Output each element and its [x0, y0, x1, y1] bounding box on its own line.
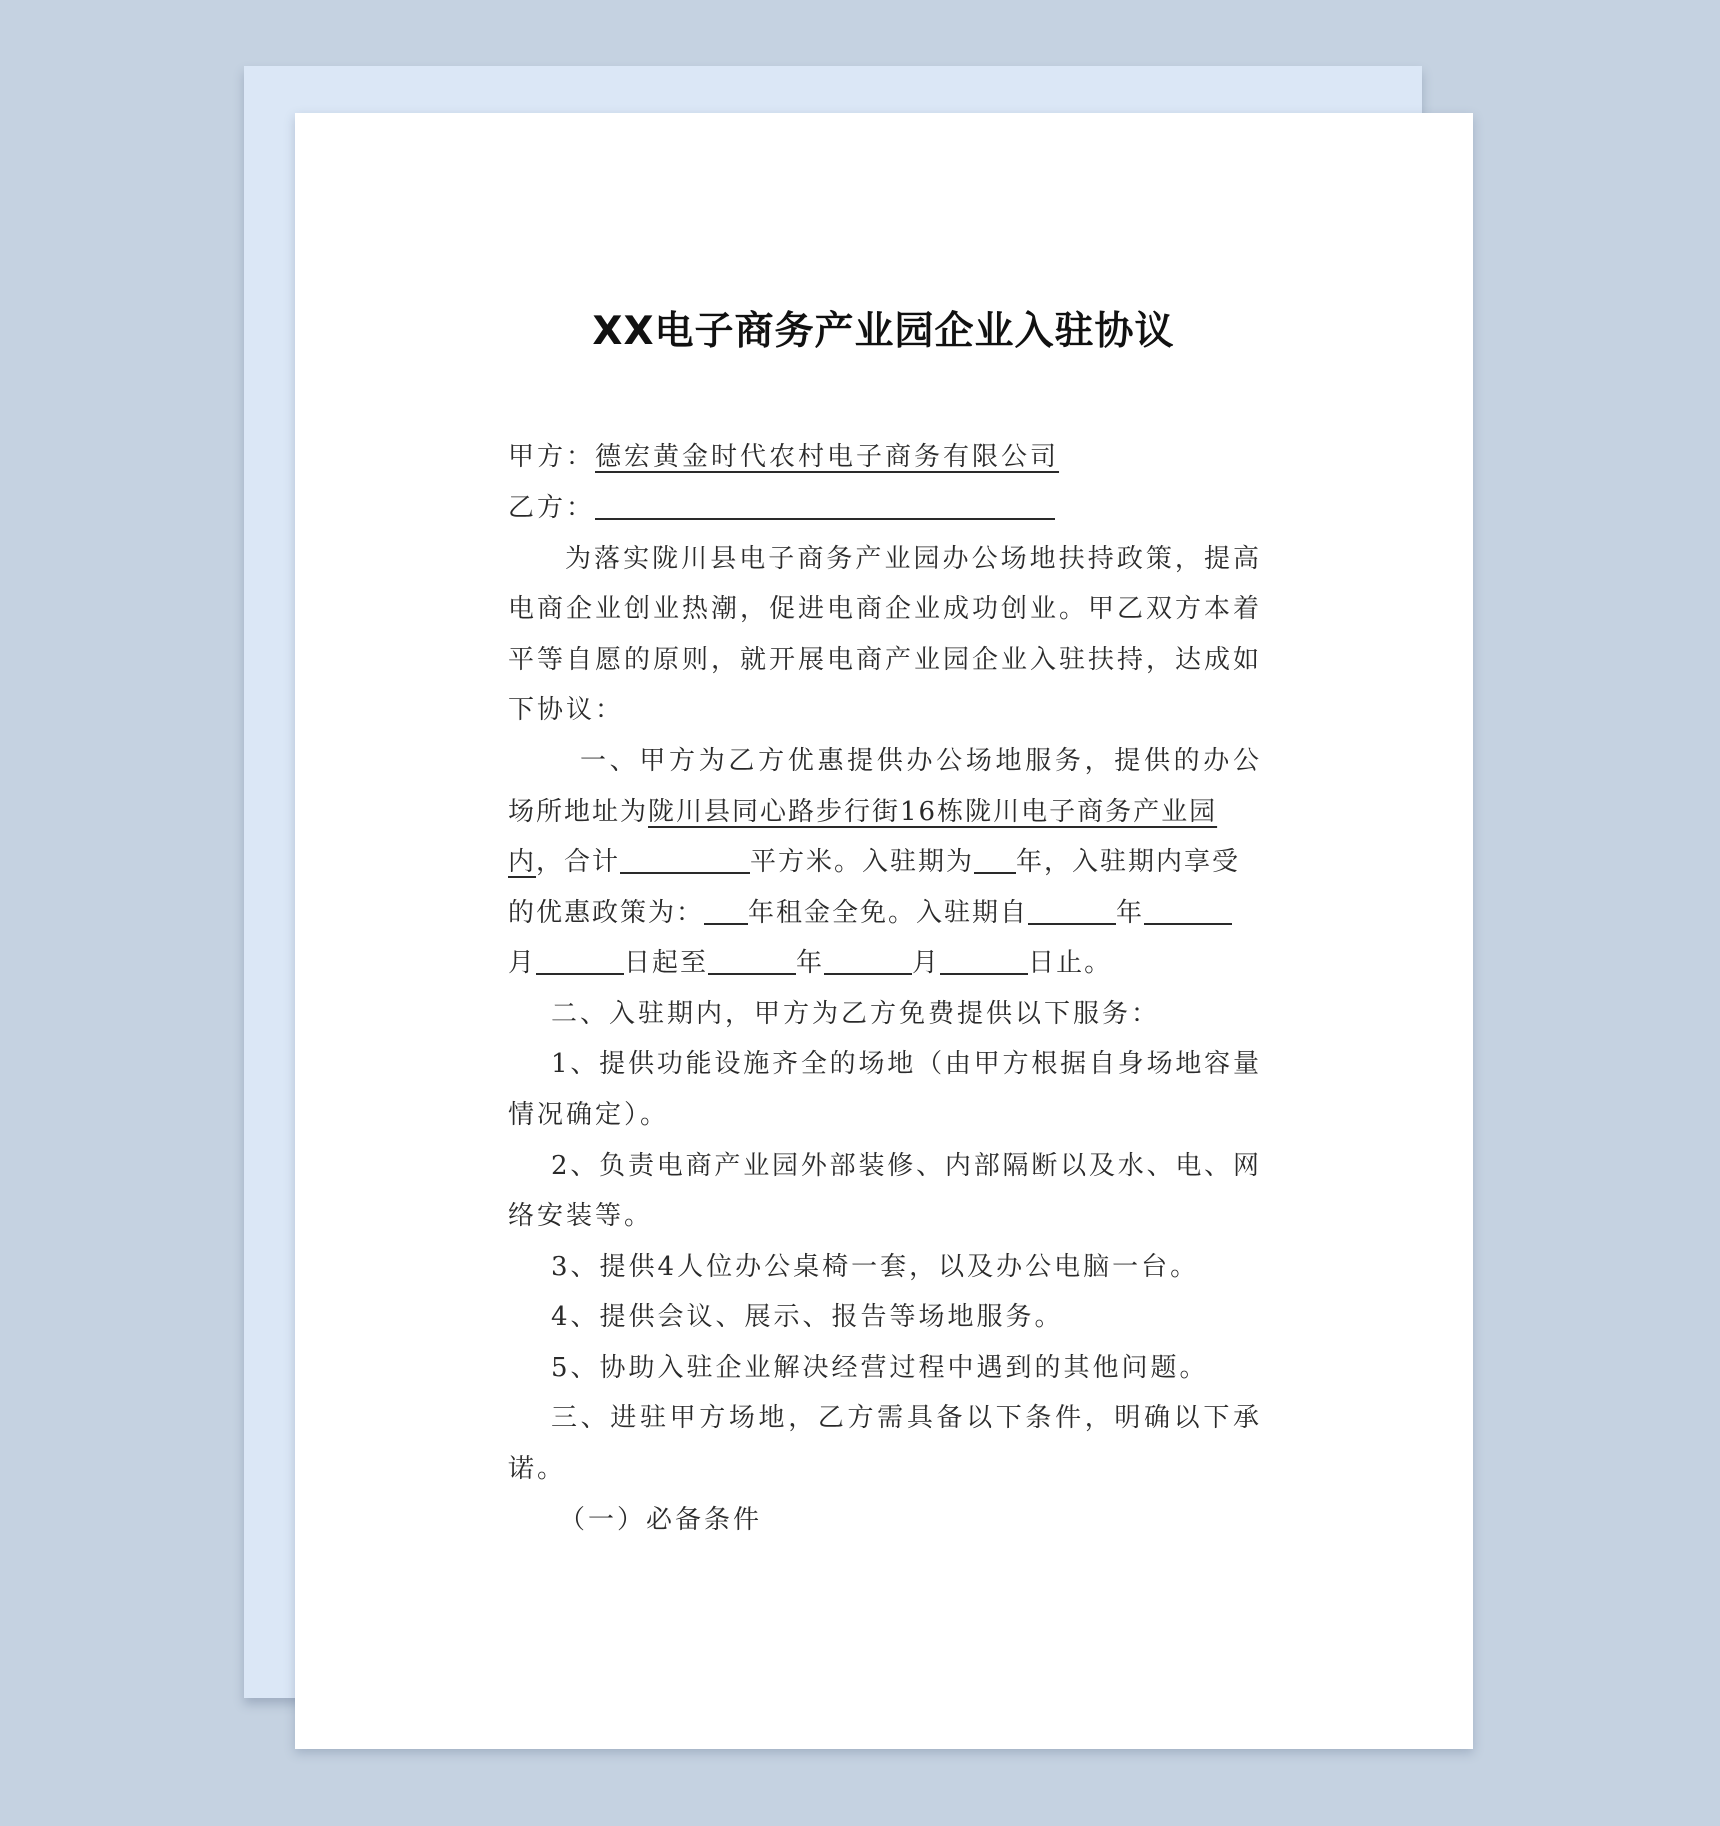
start-month-blank — [1144, 893, 1232, 925]
party-a-line — [508, 437, 1059, 477]
party-a-label: 甲方： — [508, 442, 596, 472]
end-year-label: 年 — [796, 948, 825, 978]
clause1-line-4 — [508, 893, 1232, 933]
party-b-blank — [595, 488, 1055, 520]
intro-line-1: 为落实陇川县电子商务产业园办公场地扶持政策，提高 — [565, 544, 1259, 574]
end-month-blank — [824, 943, 912, 975]
party-b-line — [508, 488, 1055, 528]
benefit-label: 年，入驻期内享受 — [1016, 847, 1241, 877]
document-title: XX电子商务产业园企业入驻协议 — [592, 309, 1175, 354]
rent-free-text: 年租金全免。入驻期自 — [748, 898, 1029, 928]
clause3-line-2: 诺。 — [508, 1454, 567, 1484]
end-day-label: 日止。 — [1028, 948, 1113, 978]
clause1-line-2 — [508, 792, 1217, 832]
office-address-end: 内 — [508, 847, 537, 877]
intro-line-4: 下协议： — [508, 695, 625, 725]
clause2-item3: 3、提供4人位办公桌椅一套，以及办公电脑一台。 — [551, 1252, 1200, 1282]
end-month-label: 月 — [912, 948, 941, 978]
clause2-item5: 5、协助入驻企业解决经营过程中遇到的其他问题。 — [551, 1353, 1209, 1383]
clause2-item4: 4、提供会议、展示、报告等场地服务。 — [551, 1302, 1064, 1332]
term-years-blank — [974, 842, 1016, 874]
total-label: ，合计 — [536, 847, 621, 877]
intro-line-3: 平等自愿的原则，就开展电商产业园企业入驻扶持，达成如 — [508, 645, 1259, 675]
policy-label: 的优惠政策为： — [508, 898, 705, 928]
office-address: 陇川县同心路步行街16栋陇川电子商务产业园 — [648, 797, 1218, 827]
area-blank — [620, 842, 750, 874]
month-label: 月 — [508, 948, 537, 978]
clause1-line-1: 一、甲方为乙方优惠提供办公场地服务，提供的办公 — [580, 746, 1259, 776]
clause1-line-3 — [508, 842, 1240, 882]
clause2-item2-line2: 络安装等。 — [508, 1201, 654, 1231]
end-day-blank — [940, 943, 1028, 975]
end-year-blank — [708, 943, 796, 975]
term-label: 平方米。入驻期为 — [750, 847, 975, 877]
clause3-line-1: 三、进驻甲方场地，乙方需具备以下条件，明确以下承 — [551, 1403, 1259, 1433]
free-years-blank — [704, 893, 748, 925]
start-year-blank — [1028, 893, 1116, 925]
until-label: 日起至 — [624, 948, 709, 978]
intro-line-2: 电商企业创业热潮，促进电商企业成功创业。甲乙双方本着 — [508, 594, 1259, 624]
clause2-item1-line1: 1、提供功能设施齐全的场地（由甲方根据自身场地容量 — [551, 1049, 1259, 1079]
clause2-heading: 二、入驻期内，甲方为乙方免费提供以下服务： — [551, 999, 1161, 1029]
clause3-subheading: （一）必备条件 — [559, 1505, 763, 1535]
address-prefix: 场所地址为 — [508, 797, 649, 827]
start-day-blank — [536, 943, 624, 975]
party-b-label: 乙方： — [508, 493, 596, 523]
clause2-item2-line1: 2、负责电商产业园外部装修、内部隔断以及水、电、网 — [551, 1151, 1259, 1181]
party-a-name: 德宏黄金时代农村电子商务有限公司 — [595, 442, 1060, 472]
clause1-line-5 — [508, 943, 1112, 983]
clause2-item1-line2: 情况确定）。 — [508, 1100, 670, 1130]
year-label: 年 — [1116, 898, 1145, 928]
